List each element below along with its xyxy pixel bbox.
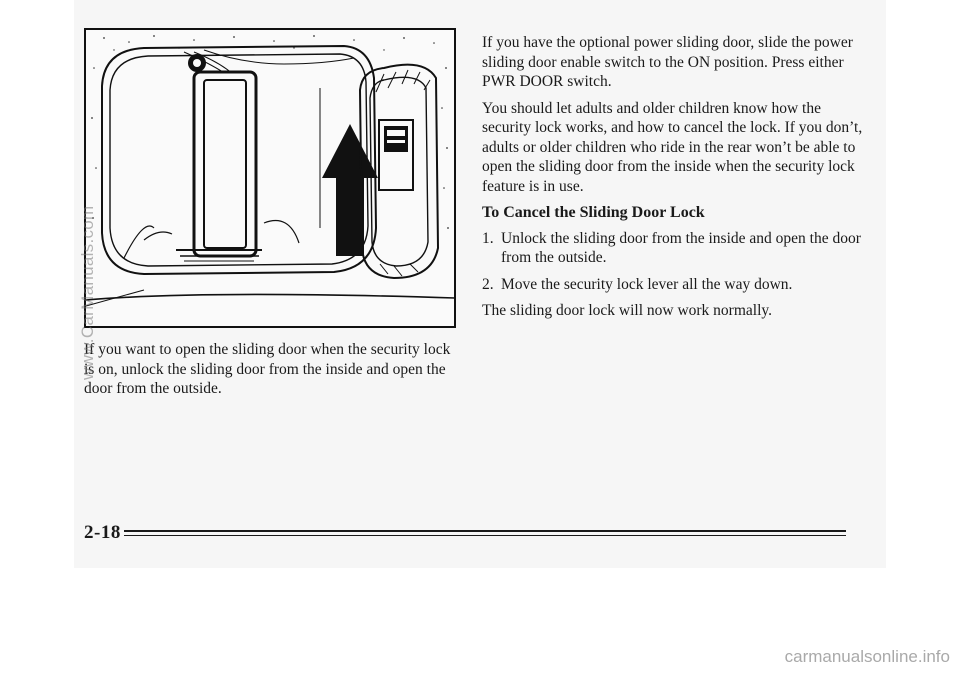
security-lock-illustration	[84, 28, 456, 328]
closing-paragraph: The sliding door lock will now work normally.	[482, 302, 773, 319]
right-column	[482, 33, 867, 328]
vertical-watermark: www.CarManuals.com	[78, 205, 97, 380]
footer-rule	[124, 530, 846, 532]
section-heading: To Cancel the Sliding Door Lock	[482, 204, 705, 221]
left-column	[84, 340, 456, 406]
list-item	[482, 275, 867, 295]
page-number: 2-18	[84, 522, 121, 543]
step-number: 2.	[482, 275, 494, 293]
security-lock-info-paragraph: You should let adults and older children know how the security lock works, and how to cancel the lock. If you don’t, adults or older children who ride in the rear won’t be able to open the sliding door from the inside when the security lock feature is in use.	[482, 99, 863, 195]
bottom-watermark: carmanualsonline.info	[784, 647, 950, 666]
footer-rule-thin	[124, 535, 846, 536]
cancel-steps-list	[482, 229, 867, 295]
step-text: Move the security lock lever all the way down.	[501, 275, 793, 293]
power-door-paragraph: If you have the optional power sliding door, slide the power sliding door enable switch to the ON position. Press either PWR DOOR switch.	[482, 34, 853, 90]
step-number: 1.	[482, 229, 494, 247]
security-lock-open-paragraph: If you want to open the sliding door when the security lock is on, unlock the sliding door from the inside and open the door from the outside.	[84, 341, 451, 397]
step-text: Unlock the sliding door from the inside and open the door from the outside.	[501, 229, 861, 266]
list-item	[482, 229, 867, 268]
